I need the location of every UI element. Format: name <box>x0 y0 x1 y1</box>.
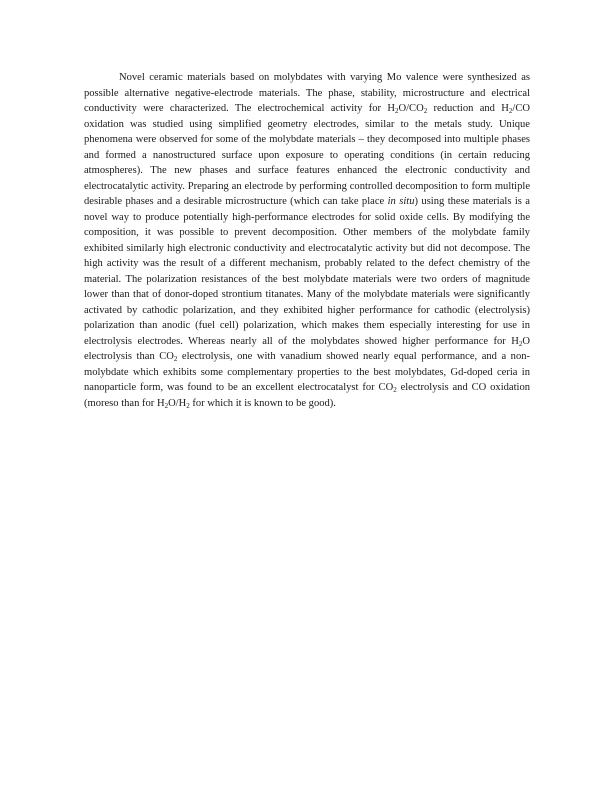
abstract-paragraph <box>84 70 530 411</box>
italic-term: in situ <box>387 196 415 207</box>
abstract-text: oxidation was studied using simplified geometry electrodes, similar to the metals study. Unique phenomena were observed for some of the molybdate materials – they decomposed into multiple phases and formed a nanostructured surface upon exposure to operating conditions (in certain reducing atmospheres). The new phases and surface features enhanced the electronic conductivity and electrocatalytic activity. Preparing an electrode by performing controlled decomposition to form multiple desirable phases and a desirable microstructure (which can take place <box>84 118 530 207</box>
abstract-text: electrolysis than <box>84 351 160 362</box>
abstract-text: for which it is known to be good). <box>189 397 336 409</box>
abstract-text: electrolysis and CO oxidation (moreso than for <box>84 382 530 409</box>
chem-formula-h2o-h2: $H_2O/H_2$ <box>156 397 190 410</box>
chem-formula-h2-co: $H_2/CO$ <box>501 103 530 115</box>
chem-formula-co2: $CO_2$ <box>159 351 178 363</box>
abstract-text: electrolysis, one with vanadium showed nearly equal performance, and a non-molybdate which exhibits some complementary properties to the best molybdates, Gd-doped ceria in nanoparticle form, was found to be an excellent electrocatalyst for <box>84 351 530 393</box>
abstract-text: Novel ceramic materials based on molybdates with varying Mo valence were synthesized as possible alternative negative-electrode materials. The phase, stability, microstructure and electrical conductivity were characterized. The electrochemical activity for <box>84 72 530 114</box>
chem-formula-co2: $CO_2$ <box>378 382 397 394</box>
chem-formula-h2o: $H_2O$ <box>511 335 530 348</box>
abstract-text: ) using these materials is a novel way to produce potentially high-performance electrodes for solid oxide cells. By modifying the composition, it was possible to prevent decomposition. Other members of the molybdate family exhibited similarly high electronic conductivity and electrocatalytic activity but did not decompose. The high activity was the result of a different mechanism, probably related to the defect chemistry of the material. The polarization resistances of the best molybdate materials were two orders of magnitude lower than that of donor-doped strontium titanates. Many of the molybdate materials were significantly activated by cathodic polarization, and they exhibited higher performance for cathodic (electrolysis) polarization than anodic (fuel cell) polarization, which makes them especially interesting for use in electrolysis electrodes. Whereas nearly all of the molybdates showed higher performance for <box>84 196 530 347</box>
abstract-text: reduction and <box>427 103 502 114</box>
chem-formula-h2o-co2: $H_2O/CO_2$ <box>387 103 428 115</box>
